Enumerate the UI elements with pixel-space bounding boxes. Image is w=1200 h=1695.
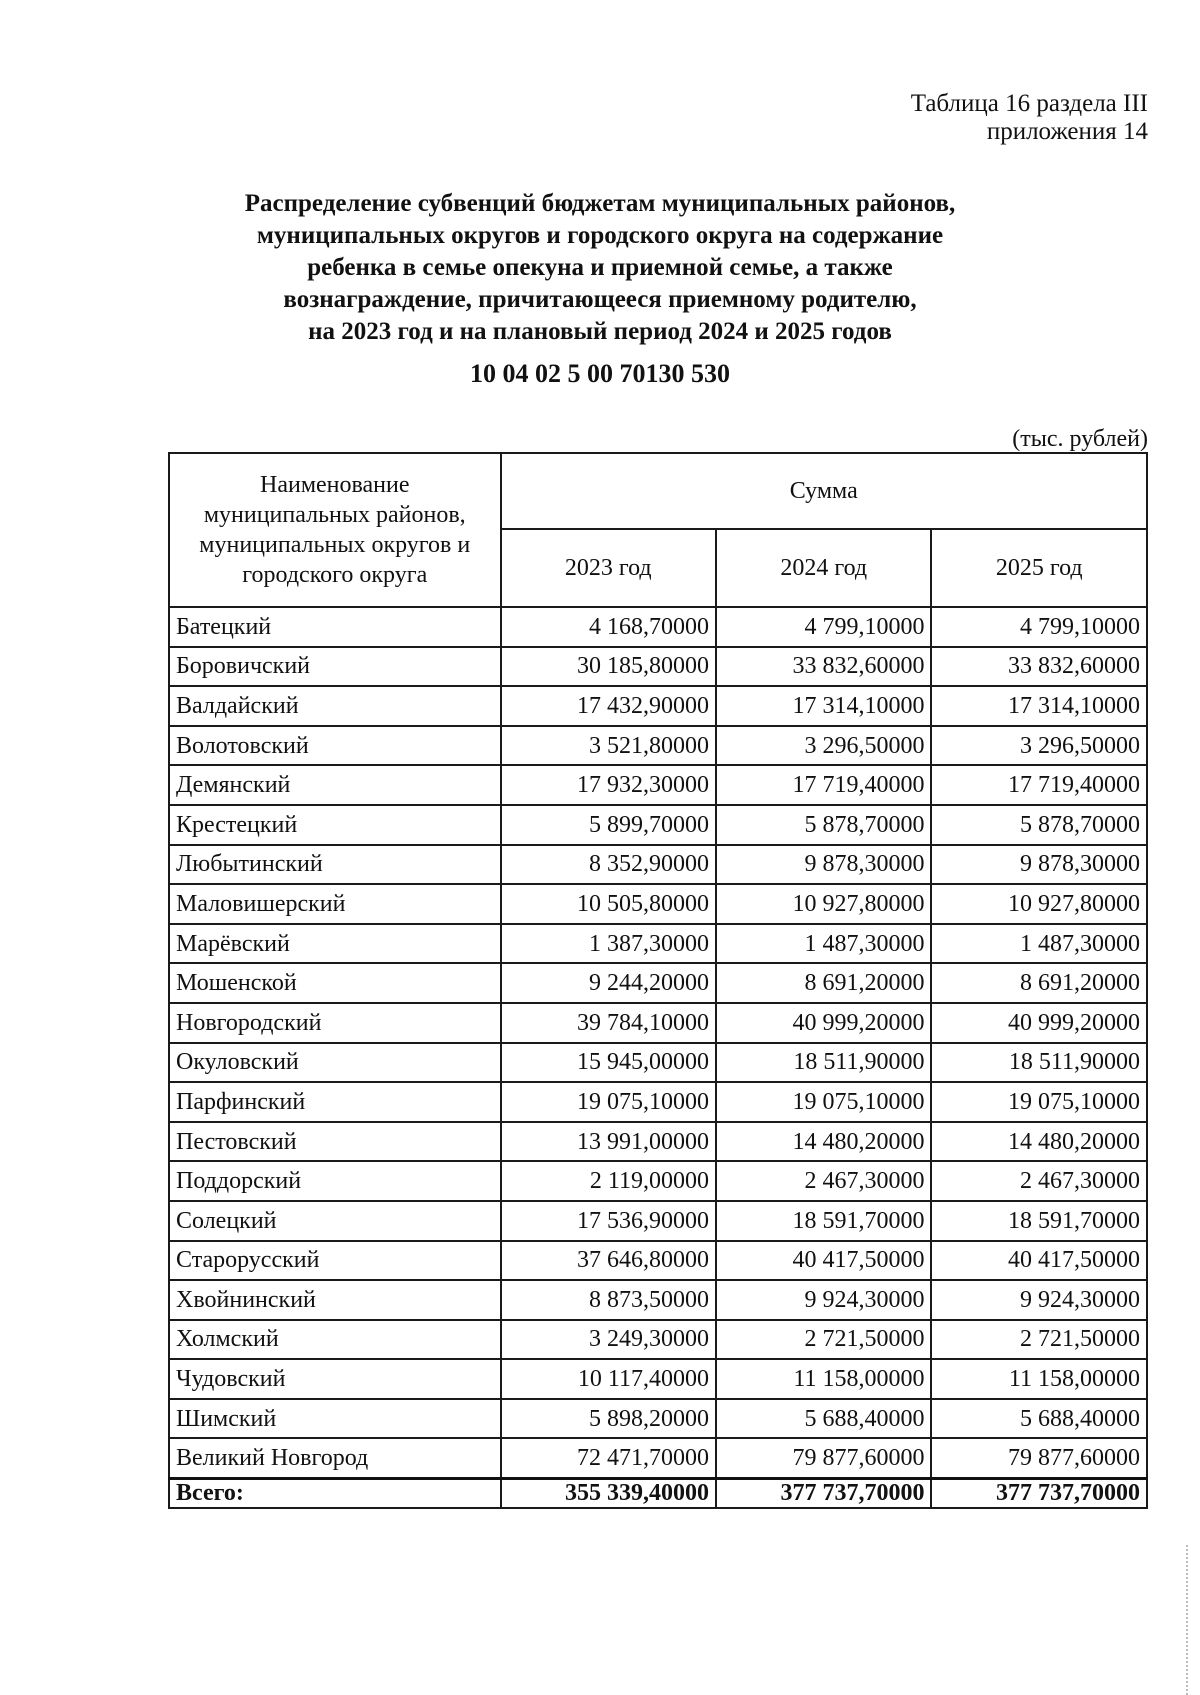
amount-2023-cell: 72 471,70000 xyxy=(501,1438,716,1478)
units-label: (тыс. рублей) xyxy=(1012,426,1148,452)
district-name-cell: Любытинский xyxy=(169,845,501,885)
amount-2024-cell: 11 158,00000 xyxy=(716,1359,931,1399)
amount-2023-cell: 2 119,00000 xyxy=(501,1161,716,1201)
table-row xyxy=(169,924,1147,964)
table-row xyxy=(169,1280,1147,1320)
amount-2023-cell: 10 117,40000 xyxy=(501,1359,716,1399)
amount-2023-cell: 3 521,80000 xyxy=(501,726,716,766)
column-header-2024: 2024 год xyxy=(716,529,931,607)
table-row xyxy=(169,726,1147,766)
district-name-cell: Новгородский xyxy=(169,1003,501,1043)
district-name-cell: Марёвский xyxy=(169,924,501,964)
amount-2025-cell: 17 719,40000 xyxy=(931,765,1147,805)
amount-2023-cell: 37 646,80000 xyxy=(501,1241,716,1281)
amount-2023-cell: 4 168,70000 xyxy=(501,607,716,647)
amount-2023-cell: 5 898,20000 xyxy=(501,1399,716,1439)
amount-2024-cell: 9 878,30000 xyxy=(716,845,931,885)
budget-classification-code: 10 04 02 5 00 70130 530 xyxy=(470,359,730,388)
table-row xyxy=(169,884,1147,924)
district-name-cell: Парфинский xyxy=(169,1082,501,1122)
column-header-sum: Сумма xyxy=(501,453,1147,529)
table-row xyxy=(169,845,1147,885)
district-name-cell: Великий Новгород xyxy=(169,1438,501,1478)
district-name-cell: Боровичский xyxy=(169,647,501,687)
amount-2024-cell: 14 480,20000 xyxy=(716,1122,931,1162)
amount-2023-cell: 15 945,00000 xyxy=(501,1043,716,1083)
amount-2024-cell: 8 691,20000 xyxy=(716,963,931,1003)
amount-2025-cell: 11 158,00000 xyxy=(931,1359,1147,1399)
amount-2023-cell: 30 185,80000 xyxy=(501,647,716,687)
amount-2024-cell: 18 511,90000 xyxy=(716,1043,931,1083)
amount-2025-cell: 2 721,50000 xyxy=(931,1320,1147,1360)
amount-2025-cell: 19 075,10000 xyxy=(931,1082,1147,1122)
amount-2024-cell: 10 927,80000 xyxy=(716,884,931,924)
amount-2023-cell: 39 784,10000 xyxy=(501,1003,716,1043)
district-name-cell: Шимский xyxy=(169,1399,501,1439)
amount-2023-cell: 3 249,30000 xyxy=(501,1320,716,1360)
amount-2024-cell: 40 999,20000 xyxy=(716,1003,931,1043)
amount-2025-cell: 79 877,60000 xyxy=(931,1438,1147,1478)
amount-2025-cell: 9 878,30000 xyxy=(931,845,1147,885)
amount-2025-cell: 18 591,70000 xyxy=(931,1201,1147,1241)
title-line: вознаграждение, причитающееся приемному родителю, xyxy=(283,286,917,313)
district-name-cell: Батецкий xyxy=(169,607,501,647)
amount-2024-cell: 4 799,10000 xyxy=(716,607,931,647)
column-header-name: Наименование муниципальных районов, муниципальных округов и городского округа xyxy=(169,453,501,607)
scan-edge-mark xyxy=(1186,1545,1190,1695)
amount-2024-cell: 2 721,50000 xyxy=(716,1320,931,1360)
amount-2025-cell: 10 927,80000 xyxy=(931,884,1147,924)
table-row xyxy=(169,1122,1147,1162)
table-row xyxy=(169,1320,1147,1360)
amount-2025-cell: 4 799,10000 xyxy=(931,607,1147,647)
reference-table-number: Таблица 16 раздела III xyxy=(910,90,1148,117)
table-row xyxy=(169,1161,1147,1201)
amount-2024-cell: 3 296,50000 xyxy=(716,726,931,766)
title-line: ребенка в семье опекуна и приемной семье, а также xyxy=(307,254,893,281)
amount-2025-cell: 8 691,20000 xyxy=(931,963,1147,1003)
amount-2025-cell: 18 511,90000 xyxy=(931,1043,1147,1083)
table-row xyxy=(169,686,1147,726)
amount-2025-cell: 2 467,30000 xyxy=(931,1161,1147,1201)
amount-2025-cell: 1 487,30000 xyxy=(931,924,1147,964)
district-name-cell: Маловишерский xyxy=(169,884,501,924)
amount-2023-cell: 19 075,10000 xyxy=(501,1082,716,1122)
district-name-cell: Демянский xyxy=(169,765,501,805)
amount-2025-cell: 3 296,50000 xyxy=(931,726,1147,766)
document-title xyxy=(150,188,1050,390)
table-row xyxy=(169,647,1147,687)
table-body xyxy=(169,607,1147,1479)
amount-2023-cell: 17 932,30000 xyxy=(501,765,716,805)
district-name-cell: Поддорский xyxy=(169,1161,501,1201)
amount-2024-cell: 79 877,60000 xyxy=(716,1438,931,1478)
amount-2023-cell: 17 432,90000 xyxy=(501,686,716,726)
title-line: Распределение субвенций бюджетам муниципальных районов, xyxy=(244,190,956,217)
title-line: на 2023 год и на плановый период 2024 и 2025 годов xyxy=(308,318,892,345)
amount-2024-cell: 1 487,30000 xyxy=(716,924,931,964)
amount-2023-cell: 13 991,00000 xyxy=(501,1122,716,1162)
district-name-cell: Крестецкий xyxy=(169,805,501,845)
table-total-row xyxy=(169,1479,1147,1509)
table-row xyxy=(169,1201,1147,1241)
table-row xyxy=(169,765,1147,805)
amount-2024-cell: 9 924,30000 xyxy=(716,1280,931,1320)
table-row xyxy=(169,1003,1147,1043)
amount-2024-cell: 17 719,40000 xyxy=(716,765,931,805)
table-header-row xyxy=(169,453,1147,529)
amount-2023-cell: 8 352,90000 xyxy=(501,845,716,885)
subvention-table xyxy=(168,452,1148,1509)
amount-2025-cell: 40 417,50000 xyxy=(931,1241,1147,1281)
district-name-cell: Волотовский xyxy=(169,726,501,766)
table-row xyxy=(169,963,1147,1003)
table-row xyxy=(169,1399,1147,1439)
title-line: муниципальных округов и городского округа на содержание xyxy=(256,222,944,249)
district-name-cell: Хвойнинский xyxy=(169,1280,501,1320)
column-header-2025: 2025 год xyxy=(931,529,1147,607)
amount-2023-cell: 17 536,90000 xyxy=(501,1201,716,1241)
amount-2023-cell: 8 873,50000 xyxy=(501,1280,716,1320)
district-name-cell: Пестовский xyxy=(169,1122,501,1162)
total-2025: 377 737,70000 xyxy=(931,1479,1147,1509)
district-name-cell: Солецкий xyxy=(169,1201,501,1241)
amount-2023-cell: 10 505,80000 xyxy=(501,884,716,924)
table-row xyxy=(169,1082,1147,1122)
table-row xyxy=(169,1241,1147,1281)
district-name-cell: Валдайский xyxy=(169,686,501,726)
amount-2023-cell: 9 244,20000 xyxy=(501,963,716,1003)
amount-2025-cell: 5 688,40000 xyxy=(931,1399,1147,1439)
amount-2025-cell: 5 878,70000 xyxy=(931,805,1147,845)
total-label: Всего: xyxy=(169,1479,501,1509)
amount-2024-cell: 40 417,50000 xyxy=(716,1241,931,1281)
district-name-cell: Мошенской xyxy=(169,963,501,1003)
amount-2024-cell: 17 314,10000 xyxy=(716,686,931,726)
amount-2024-cell: 18 591,70000 xyxy=(716,1201,931,1241)
amount-2024-cell: 5 878,70000 xyxy=(716,805,931,845)
document-reference xyxy=(911,90,1148,146)
district-name-cell: Окуловский xyxy=(169,1043,501,1083)
amount-2025-cell: 9 924,30000 xyxy=(931,1280,1147,1320)
amount-2024-cell: 5 688,40000 xyxy=(716,1399,931,1439)
amount-2023-cell: 1 387,30000 xyxy=(501,924,716,964)
reference-appendix-number: приложения 14 xyxy=(986,118,1148,145)
table-row xyxy=(169,607,1147,647)
amount-2025-cell: 40 999,20000 xyxy=(931,1003,1147,1043)
table-row xyxy=(169,805,1147,845)
total-2024: 377 737,70000 xyxy=(716,1479,931,1509)
table-row xyxy=(169,1438,1147,1478)
amount-2024-cell: 2 467,30000 xyxy=(716,1161,931,1201)
table-row xyxy=(169,1043,1147,1083)
amount-2025-cell: 17 314,10000 xyxy=(931,686,1147,726)
total-2023: 355 339,40000 xyxy=(501,1479,716,1509)
amount-2024-cell: 33 832,60000 xyxy=(716,647,931,687)
amount-2023-cell: 5 899,70000 xyxy=(501,805,716,845)
amount-2024-cell: 19 075,10000 xyxy=(716,1082,931,1122)
amount-2025-cell: 33 832,60000 xyxy=(931,647,1147,687)
amount-2025-cell: 14 480,20000 xyxy=(931,1122,1147,1162)
column-header-2023: 2023 год xyxy=(501,529,716,607)
district-name-cell: Чудовский xyxy=(169,1359,501,1399)
district-name-cell: Холмский xyxy=(169,1320,501,1360)
table-row xyxy=(169,1359,1147,1399)
district-name-cell: Старорусский xyxy=(169,1241,501,1281)
